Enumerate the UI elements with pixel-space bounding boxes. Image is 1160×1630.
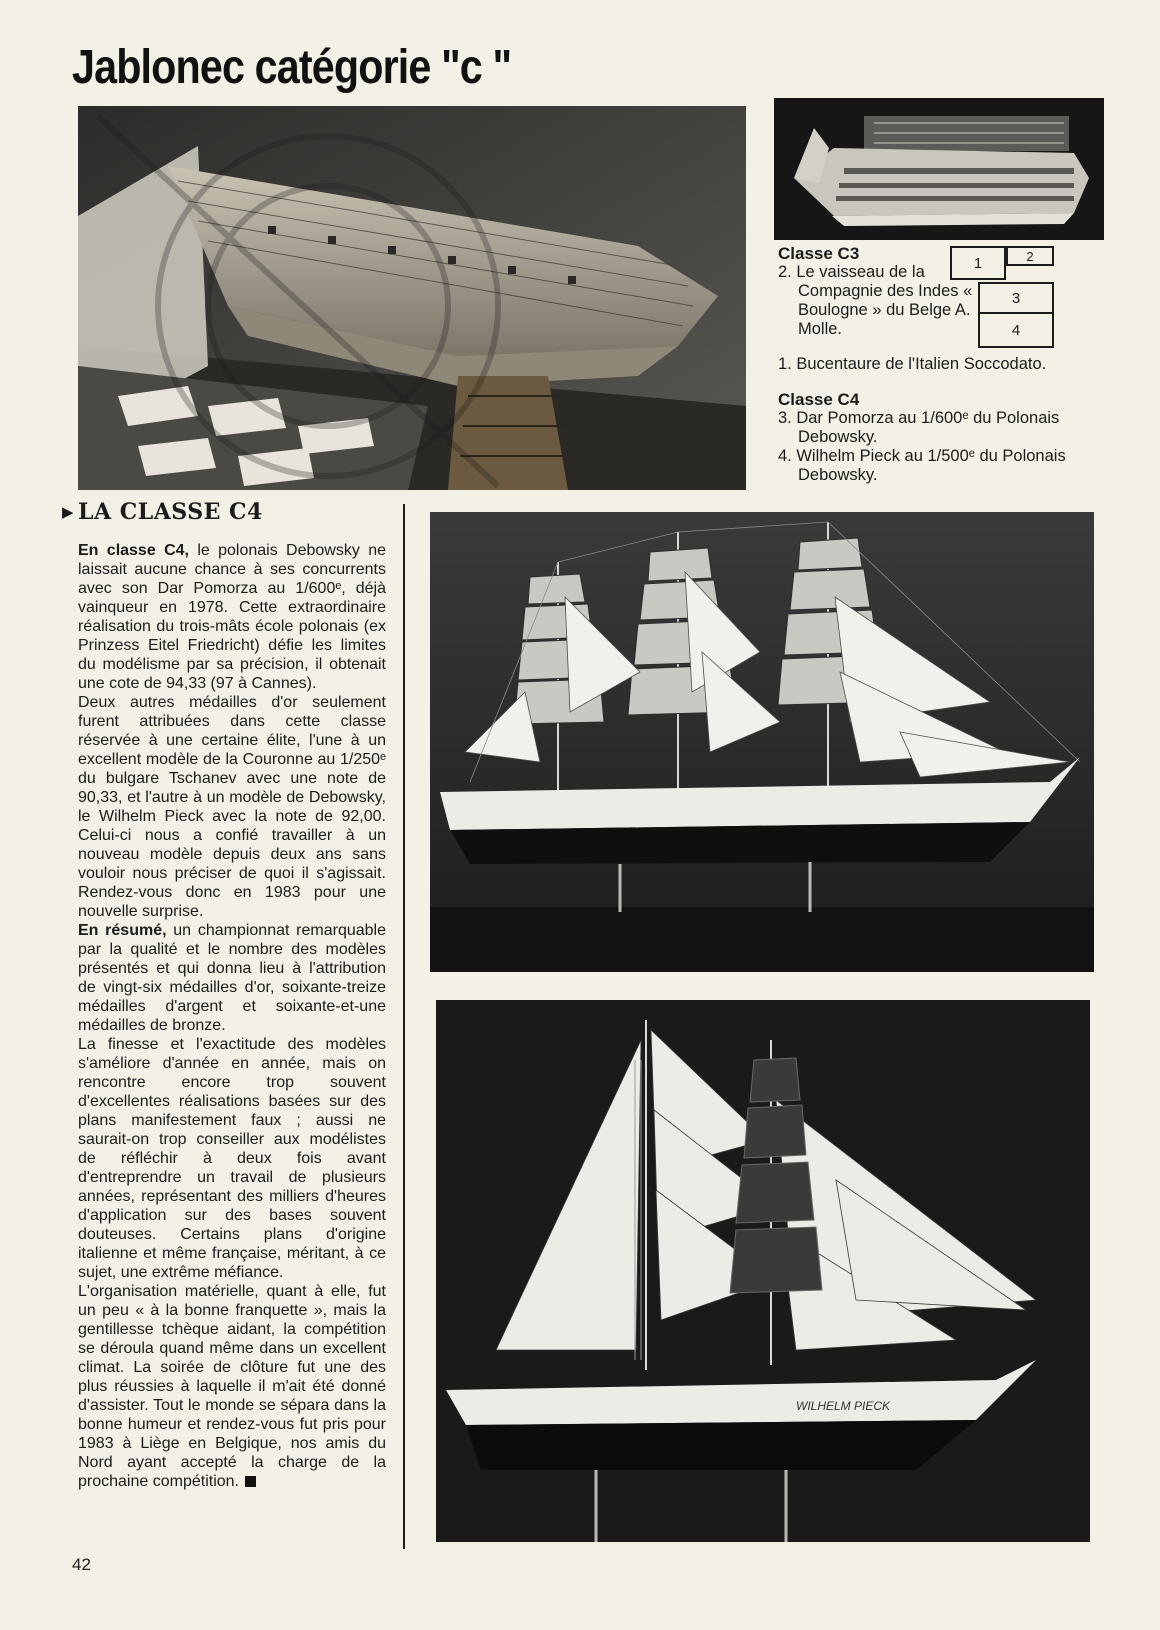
layout-key-box-3: 3 — [978, 282, 1054, 314]
hull-name-text: WILHELM PIECK — [796, 1399, 891, 1413]
photo-layout-key — [950, 246, 1056, 350]
paragraph-5-text: L'organisation matérielle, quant à elle, fut un peu « à la bonne franquette », mais la gentillesse tchèque aidant, la compétition se déroula quand même dans un excellent climat. La soirée de clôture fut une des plus réussies à laquelle il m'ait été donné d'assister. Tout le monde se sépara dans la bonne humeur et rendez-vous fut pris pour 1983 à Liège en Belgique, nos amis du Nord ayant accepté la charge de la prochaine compétition. — [78, 1283, 386, 1490]
paragraph-1-lead: En classe C4, — [78, 542, 189, 559]
photo-hull-model — [78, 106, 746, 490]
caption-item-4: 4. Wilhelm Pieck au 1/500ᵉ du Polonais Debowsky. — [778, 447, 1066, 484]
paragraph-3 — [78, 921, 386, 1035]
layout-key-box-1: 1 — [950, 246, 1006, 280]
section-heading-label: LA CLASSE C4 — [78, 499, 263, 525]
photo-dar-pomorza — [430, 512, 1094, 972]
section-arrow-icon: ▶ — [62, 503, 75, 521]
page-title: Jablonec catégorie "c " — [72, 41, 512, 94]
caption-item-2: 2. Le vaisseau de la Compagnie des Indes « Boulogne » du Belge A. Molle. — [778, 263, 973, 338]
paragraph-1 — [78, 541, 386, 693]
caption-block — [778, 244, 1108, 485]
paragraph-2: Deux autres médailles d'or seulement furent attribuées dans cette classe réservée à une certaine élite, l'une à un excellent modèle de la Couronne au 1/250ᵉ du bulgare Tschanev avec une note de 90,33, et l'autre à un modèle de Debowsky, le Wilhelm Pieck avec la note de 92,00. Celui-ci nous a confié travailler à un nouveau modèle depuis deux ans sans vouloir nous préciser de quoi il s'agissait. Rendez-vous donc en 1983 pour une nouvelle surprise. — [78, 694, 386, 920]
paragraph-5 — [78, 1282, 386, 1491]
photo-wilhelm-pieck — [436, 1000, 1090, 1542]
paragraph-4: La finesse et l'exactitude des modèles s'améliore d'année en année, mais on rencontre encore trop souvent d'excellentes réalisations basées sur des plans manifestement faux ; aussi ne saurait-on trop conseiller aux modélistes de réfléchir à deux fois avant d'entreprendre un travail de plusieurs années, représentant des milliers d'heures d'application sur des bases souvent douteuses. Certains plans d'origine italienne et même française, méritant, à ce sujet, une extrême méfiance. — [78, 1036, 386, 1281]
page-number: 42 — [72, 1555, 91, 1574]
layout-key-box-4: 4 — [978, 312, 1054, 348]
article-body — [78, 541, 386, 1491]
column-divider — [403, 504, 405, 1549]
caption-item-3: 3. Dar Pomorza au 1/600ᵉ du Polonais Debowsky. — [778, 409, 1060, 446]
caption-c3-heading: Classe C3 — [778, 244, 860, 263]
paragraph-3-lead: En résumé, — [78, 922, 167, 939]
caption-item-1: 1. Bucentaure de l'Italien Soccodato. — [778, 355, 1047, 373]
layout-key-box-2: 2 — [1006, 246, 1054, 266]
end-mark-icon — [245, 1476, 256, 1487]
photo-bucentaure — [774, 98, 1104, 240]
section-heading — [62, 499, 263, 525]
paragraph-3-text: un championnat remarquable par la qualité et le nombre des modèles présentés et qui donna lieu à l'attribution de vingt-six médailles d'or, soixante-treize médailles d'argent et soixante-et-une médailles de bronze. — [78, 922, 386, 1034]
caption-c4-heading: Classe C4 — [778, 390, 860, 409]
paragraph-1-text: le polonais Debowsky ne laissait aucune chance à ses concurrents avec son Dar Pomorza au 1/600ᵉ, déjà vainqueur en 1978. Cette extraordinaire réalisation du trois-mâts école polonais (ex Prinzess Eitel Friedricht) défie les limites du modélisme par sa précision, il obtenait une cote de 94,33 (97 à Cannes). — [78, 542, 386, 692]
